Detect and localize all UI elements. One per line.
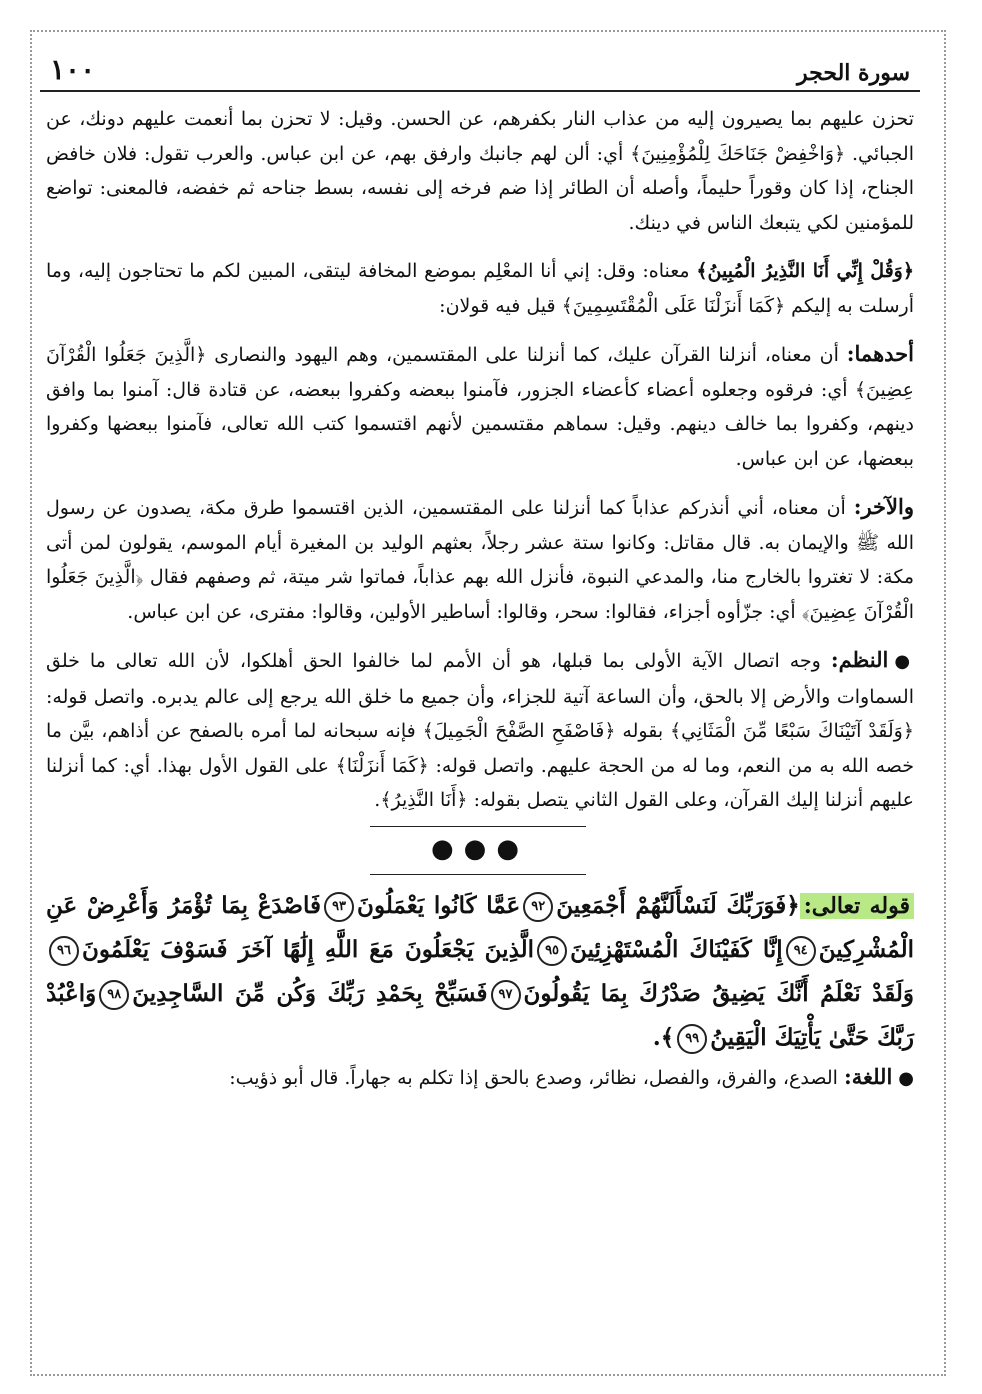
commentary-paragraph-3 [40,337,920,476]
verse-number-94: ٩٤ [786,936,816,966]
verse-98: فَسَبِّحْ بِحَمْدِ رَبِّكَ وَكُن مِّنَ السَّاجِدِينَ [132,979,488,1007]
first-opinion-label: أحدهما: [846,341,914,366]
divider-dots-icon: ●●● [430,833,530,864]
verse-number-97: ٩٧ [491,980,521,1010]
page-number: ١٠٠ [50,53,96,86]
divider-line-bottom [370,874,586,875]
verse-number-98: ٩٨ [99,980,129,1010]
paragraph-text: الصدع، والفرق، والفصل، نظائر، وصدع بالحق إذا تكلم به جهاراً. قال أبو ذؤيب: [229,1066,844,1089]
verse-93: عَمَّا كَانُوا يَعْمَلُونَ [357,891,521,919]
surah-title: سورة الحجر [797,60,910,86]
commentary-paragraph-4 [40,490,920,629]
verses-intro-label: قوله تعالى: [800,893,914,919]
verse-99: وَاعْبُدْ رَبَّكَ حَتَّىٰ يَأْتِيَكَ الْيَقِينُ [46,979,914,1051]
paragraph-text: وجه اتصال الآية الأولى بما قبلها، هو أن الأمم لما خالفوا الحق أهلكوا، لأن الله تعالى ما خلق السماوات والأرض إلا بالحق، وأن الساعة آتية للجزاء، وأن جميع ما خلق الله يرجع إلى عالم يدبره. واتصل قوله: ﴿وَلَقَدْ آتَيْنَاكَ سَبْعًا مِّنَ الْمَثَانِي﴾ بقوله ﴿فَاصْفَحِ الصَّفْحَ الْجَمِيلَ﴾ فإنه سبحانه لما أمره بالصفح عن أذاهم، بيَّن ما خصه الله به من النعم، وما له من الحجة عليهم. واتصل قوله: ﴿كَمَا أَنزَلْنَا﴾ على القول الأول بهذا. أي: كما أنزلنا عليهم أنزلنا إليك القرآن، وعلى القول الثاني يتصل بقوله: ﴿أَنَا النَّذِيرُ﴾. [46,650,914,811]
paragraph-text: معناه: وقل: إني أنا المعْلِم بموضع المخافة ليتقى، المبين لكم ما تحتاجون إليه، وما أرسلت به إليكم ﴿كَمَا أَنزَلْنَا عَلَى الْمُقْتَسِمِينَ﴾ قيل فيه قولان: [46,260,914,317]
bullet-icon: ● [894,651,914,672]
verse-number-92: ٩٢ [523,892,553,922]
verse-95: إِنَّا كَفَيْنَاكَ الْمُسْتَهْزِئِينَ [570,935,783,963]
second-opinion-label: والآخر: [853,494,914,519]
page-header [40,42,920,92]
paragraph-text: أن معناه، أني أنذركم عذاباً كما أنزلنا على المقتسمين، الذين اقتسموا طرق مكة، يصدون عن رسول الله ﷺ والإيمان به. قال مقاتل: وكانوا ستة عشر رجلاً، بعثهم الوليد بن المغيرة أيام الموسم، يقولون لمن أتى مكة: لا تغتروا بالخارج منا، والمدعي النبوة، فأنزل الله بهم عذاباً، فماتوا شر ميتة، ثم وصفهم فقال ﴿الَّذِينَ جَعَلُوا الْقُرْآنَ عِضِينَ﴾ أي: جزّأوه أجزاء، فقالوا: سحر، وقالوا: أساطير الأولين، وقالوا: مفترى، عن ابن عباس. [46,497,914,623]
commentary-paragraph-1: تحزن عليهم بما يصيرون إليه من عذاب النار بكفرهم، عن الحسن. وقيل: لا تحزن بما أنعمت عليهم دونك، عن الجبائي. ﴿وَاخْفِضْ جَنَاحَكَ لِلْمُؤْمِنِينَ﴾ أي: ألن لهم جانبك وارفق بهم، عن ابن عباس. والعرب تقول: فلان خافض الجناح، إذا كان وقوراً حليماً، وأصله أن الطائر إذا ضم فرخه إلى نفسه، بسط جناحه ثم خفضه، فالمعنى: تواضع للمؤمنين لكي يتبعك الناس في دينك. [46,108,914,234]
bullet-icon: ● [898,1067,914,1089]
paragraph-text: أن معناه، أنزلنا القرآن عليك، كما أنزلنا على المقتسمين، وهم اليهود والنصارى ﴿الَّذِينَ جَعَلُوا الْقُرْآنَ عِضِينَ﴾ أي: فرقوه وجعلوه أعضاء كأعضاء الجزور، فآمنوا ببعضه وكفروا ببعضه، عن قتادة قال: آمنوا بما وافق دينهم، وكفروا بما خالف دينهم. وقيل: سماهم مقتسمين لأنهم اقتسموا كتب الله تعالى، فآمنوا ببعضها وكفروا ببعضها، عن ابن عباس. [46,344,914,470]
verse-97: وَلَقَدْ نَعْلَمُ أَنَّكَ يَضِيقُ صَدْرُكَ بِمَا يَقُولُونَ [523,979,915,1007]
book-page [40,42,920,1372]
divider-line-top [370,826,586,827]
commentary-paragraph-2 [40,254,920,323]
quran-quote: ﴿وَقُلْ إِنِّي أَنَا النَّذِيرُ الْمُبِينُ﴾ [696,260,914,282]
verse-number-96: ٩٦ [49,936,79,966]
commentary-paragraph-6 [40,1060,920,1097]
verse-number-93: ٩٣ [324,892,354,922]
verse-number-99: ٩٩ [677,1024,707,1054]
verse-96: الَّذِينَ يَجْعَلُونَ مَعَ اللَّهِ إِلَٰهًا آخَرَ فَسَوْفَ يَعْلَمُونَ [82,935,535,963]
commentary-paragraph-5 [40,643,920,818]
verse-number-95: ٩٥ [537,936,567,966]
verses-close: ﴾. [652,1023,675,1051]
lugha-label: اللغة: [843,1063,893,1089]
nazm-label: النظم: [830,647,889,672]
section-divider [40,824,920,880]
verse-92: ﴿فَوَرَبِّكَ لَنَسْأَلَنَّهُمْ أَجْمَعِينَ [556,891,800,919]
quran-verses-block [40,884,920,1060]
verse-94: فَاصْدَعْ بِمَا تُؤْمَرُ وَأَعْرِضْ عَنِ الْمُشْرِكِينَ [46,891,914,963]
